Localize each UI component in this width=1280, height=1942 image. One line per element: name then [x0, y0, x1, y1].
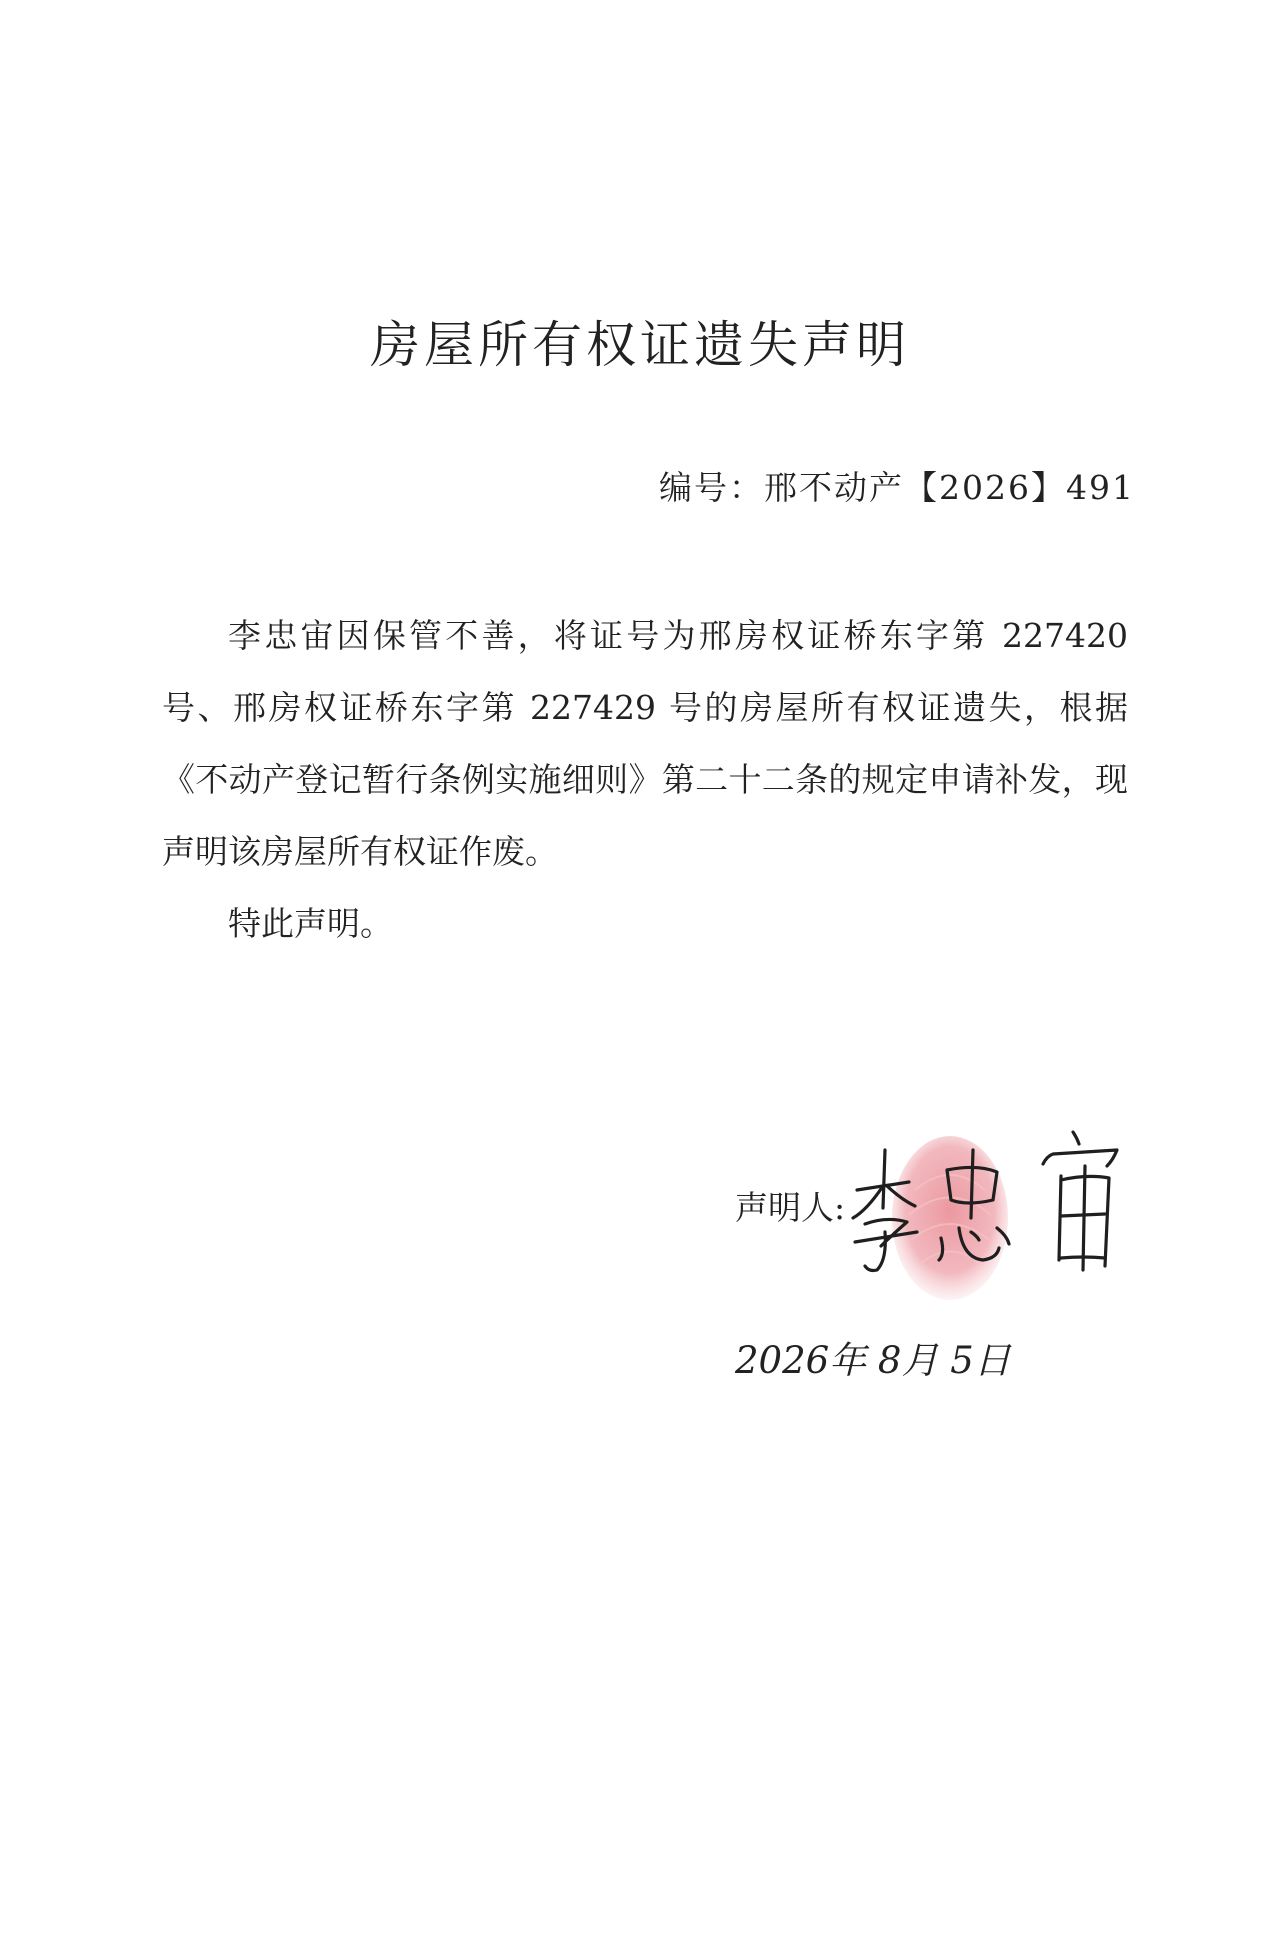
closing-statement: 特此声明。 [228, 904, 393, 943]
reference-number: 编号：邢不动产【2026】491 [659, 468, 1135, 507]
declarant-label: 声明人: [735, 1188, 846, 1227]
signature-block [735, 1120, 1115, 1300]
handwritten-signature [847, 1120, 1147, 1290]
declaration-paragraph: 李忠宙因保管不善，将证号为邢房权证桥东字第 227420 号、邢房权证桥东字第 227429 号的房屋所有权证遗失，根据《不动产登记暂行条例实施细则》第二十二条的规定申请补发，现声明该房屋所有权证作废。 [162, 616, 1128, 871]
document-title: 房屋所有权证遗失声明 [370, 316, 910, 374]
date-block [735, 1330, 1135, 1390]
handwritten-date: 2026年 8月 5日 [735, 1339, 1011, 1382]
declaration-body [162, 600, 1128, 960]
